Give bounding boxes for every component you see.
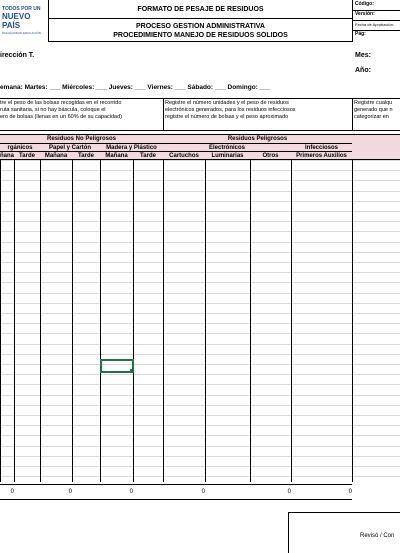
grid-col-line bbox=[291, 160, 292, 482]
instructions-col1: tre el peso de las bolsas recogidas en el recorrido ruta sanitaria, si no hay báscula, coloque el ero de bolsas (llenas en un 60% de su capacidad) bbox=[0, 100, 122, 120]
days-line: emana: Martes: ___ Miércoles: ___ Jueves: ___ Viernes: ___ Sábado: ___ Domingo: ___ bbox=[0, 84, 271, 91]
grid-row-line bbox=[0, 374, 400, 375]
grid-row-line bbox=[0, 160, 400, 161]
grid-col-line bbox=[250, 160, 251, 482]
grid-row-line bbox=[0, 211, 400, 212]
col-manana-2: Mañana bbox=[44, 153, 68, 159]
total-5: 0 bbox=[287, 489, 291, 495]
grid-row-line bbox=[0, 466, 400, 467]
group-peligrosos: Residuos Peligrosos bbox=[227, 136, 288, 142]
grid-row-line bbox=[0, 476, 400, 477]
grid-col-line bbox=[205, 160, 206, 482]
grid-row-line bbox=[0, 262, 400, 263]
grid-row-line bbox=[0, 384, 400, 385]
total-4: 0 bbox=[201, 489, 205, 495]
grid-row-line bbox=[0, 221, 400, 222]
col-manana-3: Mañana bbox=[105, 153, 128, 159]
col-tarde-3: Tarde bbox=[140, 153, 156, 159]
grid-row-line bbox=[0, 272, 400, 273]
group-no-peligrosos: Residuos No Peligrosos bbox=[46, 136, 116, 142]
col-tarde-1: Tarde bbox=[19, 153, 35, 159]
procedure-title: PROCEDIMIENTO MANEJO DE RESIDUOS SÓLIDOS bbox=[113, 32, 288, 39]
grid-row-line bbox=[0, 435, 400, 436]
logo bbox=[2, 6, 46, 36]
selected-cell[interactable] bbox=[102, 361, 132, 371]
meta-date: Fecha de Aprobación: bbox=[355, 22, 394, 27]
divider bbox=[48, 18, 353, 19]
grid-row-line bbox=[0, 282, 400, 283]
meta-version: Versión: bbox=[355, 11, 375, 17]
grid-row-line bbox=[0, 333, 400, 334]
grid-row-line bbox=[0, 456, 400, 457]
total-3: 0 bbox=[129, 489, 133, 495]
total-1: 0 bbox=[10, 489, 14, 495]
col-primeros-auxilios: Primeros Auxilios bbox=[296, 153, 347, 159]
grid-row-line bbox=[0, 364, 400, 365]
grid-col-line bbox=[0, 160, 1, 482]
fill-handle[interactable] bbox=[130, 369, 134, 373]
grid-col-line bbox=[14, 160, 15, 482]
col-cartuchos: Cartuchos bbox=[169, 153, 199, 159]
sub-organicos: rgánicos bbox=[7, 145, 33, 151]
grid-col-line bbox=[100, 160, 101, 482]
grid-row-line bbox=[0, 170, 400, 171]
grid-row-line bbox=[0, 242, 400, 243]
grid-col-line bbox=[133, 160, 134, 482]
col-otros: Otros bbox=[262, 153, 279, 159]
meta-panel bbox=[353, 0, 400, 42]
logo-line2: NUEVO PAÍS bbox=[2, 12, 31, 30]
grid-col-line bbox=[352, 160, 353, 482]
meta-code: Código: bbox=[355, 1, 374, 7]
grid-row-line bbox=[0, 425, 400, 426]
mes-label: Mes: bbox=[355, 52, 371, 59]
ano-label: Año: bbox=[355, 67, 371, 74]
col-luminarias: Luminarias bbox=[211, 153, 244, 159]
meta-page: Pág: bbox=[355, 31, 366, 37]
reviso-label: Revisó / Con bbox=[360, 533, 395, 539]
logo-line1: TODOS POR UN bbox=[2, 6, 41, 12]
grid-row-line bbox=[0, 180, 400, 181]
total-6: 0 bbox=[348, 489, 352, 495]
col-tarde-2: Tarde bbox=[78, 153, 94, 159]
sub-madera: Madera y Plástico bbox=[106, 145, 157, 151]
grid-col-line bbox=[163, 160, 164, 482]
logo-line3: PAZ EQUIDAD EDUCACIÓN bbox=[2, 31, 41, 35]
grid-row-line bbox=[0, 405, 400, 406]
grid-row-line bbox=[0, 201, 400, 202]
grid-row-line bbox=[0, 395, 400, 396]
process-title: PROCESO GESTIÓN ADMINISTRATIVA bbox=[136, 23, 265, 30]
sub-infecciosos: Infecciosos bbox=[304, 145, 338, 151]
total-2: 0 bbox=[68, 489, 72, 495]
grid-row-line bbox=[0, 323, 400, 324]
grid-col-line bbox=[40, 160, 41, 482]
form-title: FORMATO DE PESAJE DE RESIDUOS bbox=[137, 6, 264, 13]
grid-row-line bbox=[0, 191, 400, 192]
grid-row-line bbox=[0, 446, 400, 447]
sub-electronicos: Electrónicos bbox=[208, 145, 245, 151]
grid-row-line bbox=[0, 252, 400, 253]
grid-row-line bbox=[0, 303, 400, 304]
grid-row-line bbox=[0, 313, 400, 314]
grid-row-line bbox=[0, 344, 400, 345]
instructions-col3: Registre cualqu generado que n categorizar en bbox=[354, 100, 393, 120]
data-grid[interactable] bbox=[0, 160, 400, 482]
grid-row-line bbox=[0, 354, 400, 355]
direccion-label: irección T. bbox=[0, 52, 35, 59]
grid-row-line bbox=[0, 415, 400, 416]
grid-col-line bbox=[72, 160, 73, 482]
sub-papel: Papel y Cartón bbox=[48, 145, 91, 151]
col-manana-1: ñana bbox=[0, 153, 14, 159]
grid-row-line bbox=[0, 293, 400, 294]
instructions-col2: Registre el número unidades y el peso de residuos electrónicos generados, para los residuos infecciosos registre el número de bolsas y el peso aproximado bbox=[165, 100, 296, 120]
grid-row-line bbox=[0, 231, 400, 232]
